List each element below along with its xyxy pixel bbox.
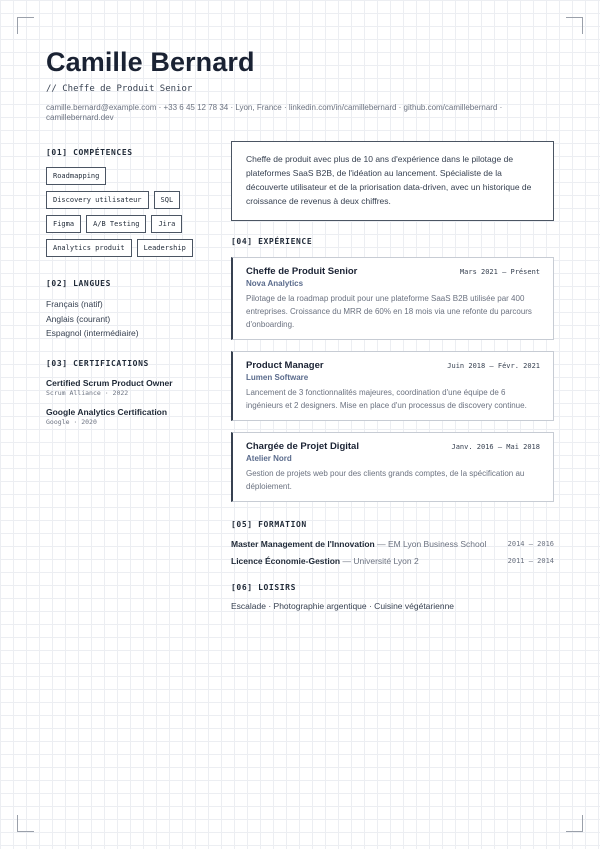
skills-title: [01] COMPÉTENCES <box>46 148 133 157</box>
job-date: Mars 2021 — Présent <box>459 268 540 276</box>
job-title: Chargée de Projet Digital <box>246 441 359 452</box>
education-school: — Université Lyon 2 <box>340 555 419 566</box>
job-company: Lumen Software <box>246 373 309 382</box>
education-section <box>231 520 554 567</box>
candidate-name: Camille Bernard <box>46 47 255 77</box>
skill-tag: A/B Testing <box>86 215 146 233</box>
certification-name: Google Analytics Certification <box>46 406 168 417</box>
profile-summary: Cheffe de produit avec plus de 10 ans d'expérience dans le pilotage de plateformes SaaS B2B, de l'idéation au lancement. Spécialiste de la découverte utilisateur et de la priorisation data-driven, avec un historique de croissance de revenus à deux chiffres. <box>231 141 554 221</box>
certification-name: Certified Scrum Product Owner <box>46 377 173 388</box>
languages-title: [02] LANGUES <box>46 279 111 288</box>
hobbies-list: Escalade · Photographie argentique · Cuisine végétarienne <box>231 601 455 611</box>
certifications-section <box>46 359 211 427</box>
certification-item <box>46 378 211 398</box>
experience-section <box>231 237 554 502</box>
skills-tags <box>46 167 211 257</box>
right-column <box>231 141 554 612</box>
skill-tag: Leadership <box>137 239 193 257</box>
job-card <box>231 257 554 340</box>
corner-mark-top-left <box>17 17 34 34</box>
resume-header <box>46 45 556 123</box>
skill-tag: Analytics produit <box>46 239 132 257</box>
job-title: Product Manager <box>246 360 324 371</box>
job-description: Pilotage de la roadmap produit pour une plateforme SaaS B2B utilisée par 400 entreprises. Croissance du MRR de 60% en 18 mois via une refonte du parcours d'onboarding. <box>246 294 532 329</box>
job-description: Gestion de projets web pour des clients grands comptes, de la spécification au déploiement. <box>246 469 525 491</box>
job-date: Janv. 2016 — Mai 2018 <box>451 443 540 451</box>
education-date: 2014 — 2016 <box>507 540 554 548</box>
language-item: Espagnol (intermédiaire) <box>46 328 139 338</box>
contact-line: camille.bernard@example.com · +33 6 45 12 78 34 · Lyon, France · linkedin.com/in/camillebernard · github.com/camillebernard · camillebernard.dev <box>46 103 503 122</box>
languages-list <box>46 297 211 341</box>
skills-section <box>46 148 211 257</box>
education-school: — EM Lyon Business School <box>374 539 487 549</box>
certification-meta: Google · 2020 <box>46 417 97 426</box>
corner-mark-bottom-right <box>566 815 583 832</box>
job-description: Lancement de 3 fonctionnalités majeures, coordination d'une équipe de 6 ingénieurs et 2 designers. Mise en place d'un processus de discovery continue. <box>246 388 527 410</box>
education-degree: Licence Économie-Gestion <box>231 555 341 566</box>
education-title: [05] FORMATION <box>231 520 307 529</box>
certification-item <box>46 407 211 427</box>
language-item: Français (natif) <box>46 299 103 309</box>
languages-section <box>46 279 211 341</box>
left-column <box>46 148 211 427</box>
education-date: 2011 — 2014 <box>507 556 554 565</box>
skill-tag: Jira <box>151 215 182 233</box>
education-item <box>231 539 554 551</box>
hobbies-title: [06] LOISIRS <box>231 583 296 592</box>
corner-mark-top-right <box>566 17 583 34</box>
job-card <box>231 432 554 502</box>
certifications-title: [03] CERTIFICATIONS <box>46 358 149 368</box>
experience-title: [04] EXPÉRIENCE <box>231 237 313 246</box>
corner-mark-bottom-left <box>17 815 34 832</box>
job-date: Juin 2018 — Févr. 2021 <box>447 362 540 370</box>
job-company: Atelier Nord <box>246 454 292 463</box>
job-card <box>231 351 554 421</box>
education-degree: Master Management de l'Innovation <box>231 539 375 549</box>
language-item: Anglais (courant) <box>46 313 111 324</box>
skill-tag: Figma <box>46 215 81 233</box>
candidate-role: // Cheffe de Produit Senior <box>46 84 193 94</box>
skill-tag: Roadmapping <box>46 167 106 185</box>
skill-tag: Discovery utilisateur <box>46 191 149 209</box>
education-item <box>231 556 554 568</box>
certification-meta: Scrum Alliance · 2022 <box>46 388 129 397</box>
hobbies-section <box>231 583 554 612</box>
job-company: Nova Analytics <box>246 279 304 288</box>
job-title: Cheffe de Produit Senior <box>246 266 358 277</box>
skill-tag: SQL <box>154 191 181 209</box>
